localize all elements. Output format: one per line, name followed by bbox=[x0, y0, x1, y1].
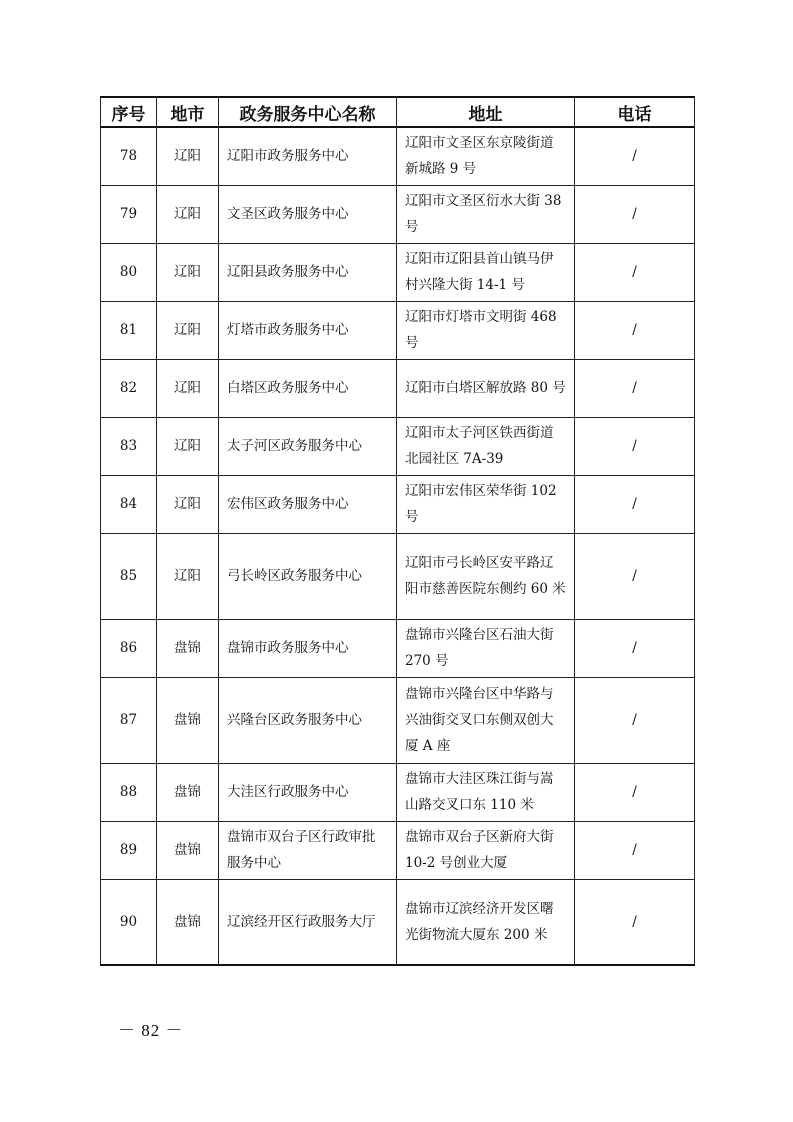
cell-address: 盘锦市双台子区新府大街 10-2 号创业大厦 bbox=[397, 821, 575, 879]
cell-address: 辽阳市灯塔市文明街 468 号 bbox=[397, 301, 575, 359]
cell-phone: / bbox=[575, 821, 695, 879]
table-row bbox=[101, 301, 695, 359]
table-row bbox=[101, 619, 695, 677]
cell-center-name: 辽阳县政务服务中心 bbox=[219, 243, 397, 301]
cell-center-name: 文圣区政务服务中心 bbox=[219, 185, 397, 243]
cell-address: 辽阳市白塔区解放路 80 号 bbox=[397, 359, 575, 417]
cell-serial-number: 83 bbox=[101, 417, 157, 475]
cell-serial-number: 86 bbox=[101, 619, 157, 677]
cell-phone: / bbox=[575, 677, 695, 763]
cell-city: 盘锦 bbox=[157, 763, 219, 821]
cell-phone: / bbox=[575, 619, 695, 677]
table-row bbox=[101, 475, 695, 533]
cell-city: 盘锦 bbox=[157, 821, 219, 879]
cell-center-name: 辽滨经开区行政服务大厅 bbox=[219, 879, 397, 965]
cell-address: 盘锦市兴隆台区石油大街 270 号 bbox=[397, 619, 575, 677]
cell-serial-number: 82 bbox=[101, 359, 157, 417]
cell-center-name: 弓长岭区政务服务中心 bbox=[219, 533, 397, 619]
table-row bbox=[101, 533, 695, 619]
cell-serial-number: 78 bbox=[101, 127, 157, 185]
cell-center-name: 灯塔市政务服务中心 bbox=[219, 301, 397, 359]
cell-city: 辽阳 bbox=[157, 475, 219, 533]
cell-serial-number: 80 bbox=[101, 243, 157, 301]
service-center-table bbox=[100, 96, 695, 966]
cell-center-name: 辽阳市政务服务中心 bbox=[219, 127, 397, 185]
cell-center-name: 大洼区行政服务中心 bbox=[219, 763, 397, 821]
cell-address: 辽阳市太子河区铁西街道北园社区 7A-39 bbox=[397, 417, 575, 475]
cell-city: 辽阳 bbox=[157, 359, 219, 417]
cell-address: 辽阳市辽阳县首山镇马伊村兴隆大街 14-1 号 bbox=[397, 243, 575, 301]
cell-phone: / bbox=[575, 185, 695, 243]
cell-city: 辽阳 bbox=[157, 417, 219, 475]
cell-serial-number: 81 bbox=[101, 301, 157, 359]
cell-city: 辽阳 bbox=[157, 127, 219, 185]
table-row bbox=[101, 243, 695, 301]
cell-city: 盘锦 bbox=[157, 619, 219, 677]
cell-address: 辽阳市弓长岭区安平路辽阳市慈善医院东侧约 60 米 bbox=[397, 533, 575, 619]
cell-center-name: 白塔区政务服务中心 bbox=[219, 359, 397, 417]
page-number: － 82 － bbox=[118, 1021, 184, 1040]
cell-center-name: 兴隆台区政务服务中心 bbox=[219, 677, 397, 763]
cell-phone: / bbox=[575, 475, 695, 533]
cell-city: 辽阳 bbox=[157, 533, 219, 619]
cell-center-name: 宏伟区政务服务中心 bbox=[219, 475, 397, 533]
header-city: 地市 bbox=[157, 97, 219, 127]
cell-address: 辽阳市文圣区衍水大街 38 号 bbox=[397, 185, 575, 243]
cell-serial-number: 79 bbox=[101, 185, 157, 243]
header-address: 地址 bbox=[397, 97, 575, 127]
table-row bbox=[101, 879, 695, 965]
cell-phone: / bbox=[575, 417, 695, 475]
table-row bbox=[101, 763, 695, 821]
cell-center-name: 盘锦市双台子区行政审批服务中心 bbox=[219, 821, 397, 879]
table-row bbox=[101, 677, 695, 763]
header-center-name: 政务服务中心名称 bbox=[219, 97, 397, 127]
table-row bbox=[101, 417, 695, 475]
header-serial-number: 序号 bbox=[101, 97, 157, 127]
cell-city: 盘锦 bbox=[157, 879, 219, 965]
cell-address: 辽阳市宏伟区荣华街 102 号 bbox=[397, 475, 575, 533]
cell-address: 盘锦市大洼区珠江街与嵩山路交叉口东 110 米 bbox=[397, 763, 575, 821]
table-body bbox=[101, 127, 695, 965]
cell-phone: / bbox=[575, 301, 695, 359]
cell-phone: / bbox=[575, 879, 695, 965]
cell-address: 盘锦市辽滨经济开发区曙光街物流大厦东 200 米 bbox=[397, 879, 575, 965]
cell-center-name: 太子河区政务服务中心 bbox=[219, 417, 397, 475]
cell-city: 辽阳 bbox=[157, 243, 219, 301]
cell-phone: / bbox=[575, 127, 695, 185]
cell-address: 辽阳市文圣区东京陵街道新城路 9 号 bbox=[397, 127, 575, 185]
cell-serial-number: 90 bbox=[101, 879, 157, 965]
cell-serial-number: 87 bbox=[101, 677, 157, 763]
cell-phone: / bbox=[575, 763, 695, 821]
cell-address: 盘锦市兴隆台区中华路与兴油街交叉口东侧双创大厦 A 座 bbox=[397, 677, 575, 763]
cell-serial-number: 89 bbox=[101, 821, 157, 879]
table-row bbox=[101, 359, 695, 417]
cell-serial-number: 85 bbox=[101, 533, 157, 619]
cell-city: 辽阳 bbox=[157, 301, 219, 359]
table-header-row bbox=[101, 97, 695, 127]
cell-city: 盘锦 bbox=[157, 677, 219, 763]
table-row bbox=[101, 127, 695, 185]
table-row bbox=[101, 821, 695, 879]
cell-phone: / bbox=[575, 359, 695, 417]
header-phone: 电话 bbox=[575, 97, 695, 127]
table-row bbox=[101, 185, 695, 243]
cell-serial-number: 84 bbox=[101, 475, 157, 533]
cell-phone: / bbox=[575, 243, 695, 301]
cell-phone: / bbox=[575, 533, 695, 619]
cell-center-name: 盘锦市政务服务中心 bbox=[219, 619, 397, 677]
cell-serial-number: 88 bbox=[101, 763, 157, 821]
cell-city: 辽阳 bbox=[157, 185, 219, 243]
